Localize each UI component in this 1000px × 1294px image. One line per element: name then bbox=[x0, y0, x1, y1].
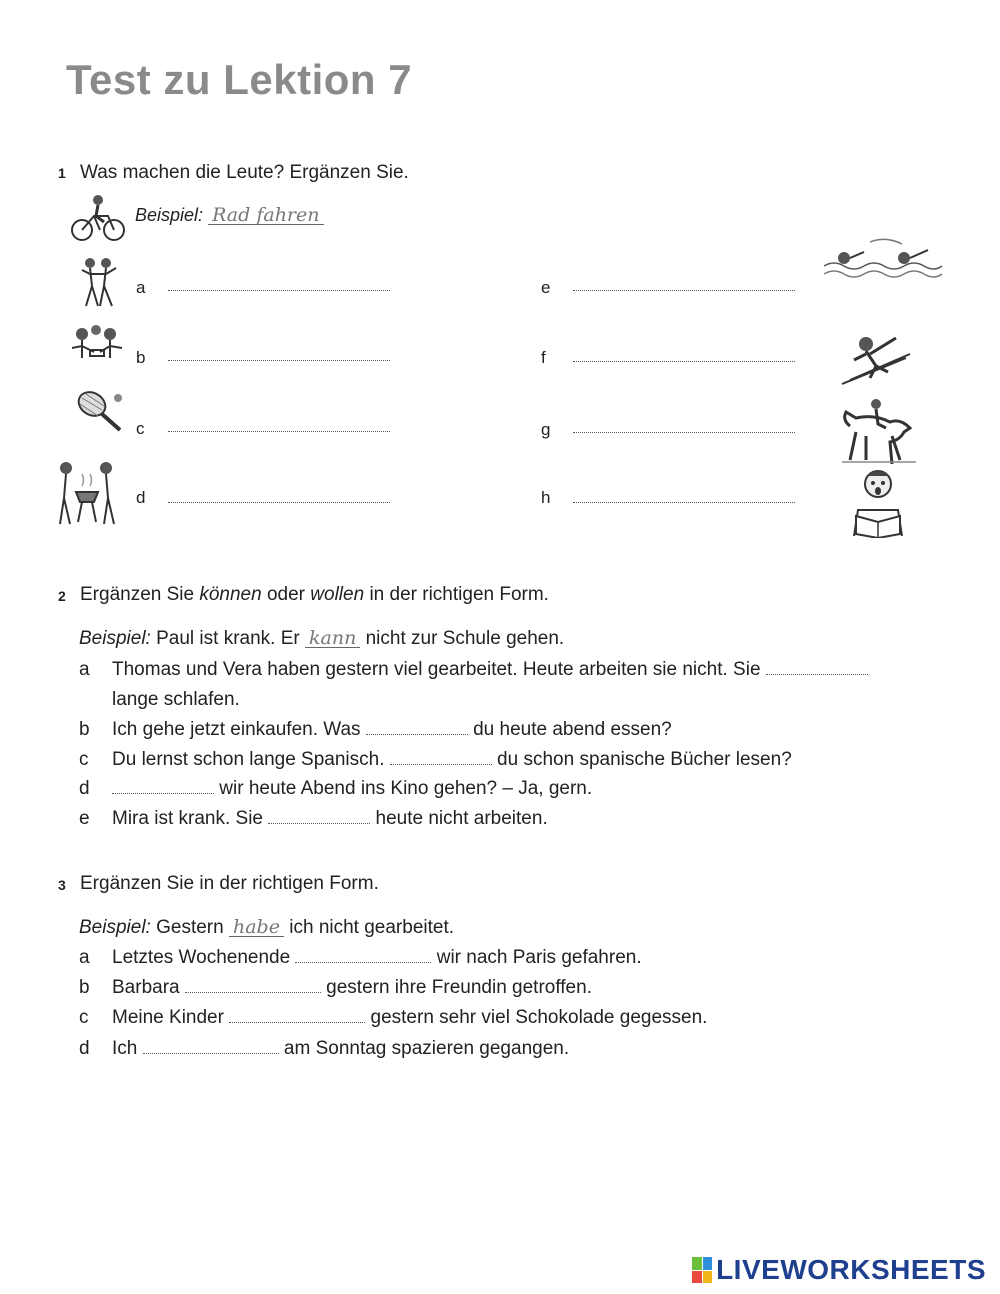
example-text: nicht zur Schule gehen. bbox=[360, 628, 565, 649]
dancing-couple-icon bbox=[76, 256, 122, 308]
example-label: Beispiel: bbox=[135, 205, 204, 225]
item-letter: d bbox=[79, 778, 90, 799]
item-text bbox=[112, 947, 642, 969]
s2-blank-b[interactable] bbox=[366, 720, 468, 735]
section-1-title: Was machen die Leute? Ergänzen Sie. bbox=[80, 162, 409, 183]
item-pre: Barbara bbox=[112, 977, 185, 998]
example-text: Gestern bbox=[150, 917, 229, 938]
example-label: Beispiel: bbox=[79, 628, 151, 649]
example-answer: habe bbox=[229, 918, 284, 937]
section-2-title bbox=[80, 584, 549, 606]
item-pre: Thomas und Vera haben gestern viel gearbeitet. Heute arbeiten sie nicht. Sie bbox=[112, 659, 766, 680]
s2-item-a bbox=[79, 659, 959, 709]
item-text bbox=[112, 719, 672, 741]
s3-blank-d[interactable] bbox=[143, 1039, 279, 1054]
cyclist-icon bbox=[68, 192, 128, 242]
liveworksheets-logo bbox=[692, 1254, 986, 1286]
title-part: oder bbox=[261, 584, 311, 605]
title-part: Ergänzen Sie bbox=[80, 584, 200, 605]
title-part: in der richtigen Form. bbox=[364, 584, 549, 605]
item-post: gestern ihre Freundin getroffen. bbox=[320, 977, 592, 998]
section-3-number: 3 bbox=[58, 877, 66, 893]
tennis-racket-icon bbox=[74, 388, 128, 436]
item-letter: a bbox=[79, 947, 90, 968]
item-letter: a bbox=[79, 659, 90, 680]
s2-blank-a[interactable] bbox=[766, 660, 868, 675]
card-players-icon bbox=[66, 324, 128, 368]
example-label: Beispiel: bbox=[79, 917, 151, 938]
section-3-title: Ergänzen Sie in der richtigen Form. bbox=[80, 873, 379, 894]
section-2-example bbox=[79, 628, 564, 650]
skier-icon bbox=[836, 330, 918, 388]
item-pre: Ich gehe jetzt einkaufen. Was bbox=[112, 719, 366, 740]
section-1-number: 1 bbox=[58, 165, 66, 181]
item-d-letter: d bbox=[136, 488, 146, 507]
item-text bbox=[112, 1038, 569, 1060]
item-continuation: lange schlafen. bbox=[112, 689, 240, 710]
item-pre: Meine Kinder bbox=[112, 1007, 230, 1028]
item-b-letter: b bbox=[136, 348, 146, 367]
item-pre: Mira ist krank. Sie bbox=[112, 808, 269, 829]
s3-blank-a[interactable] bbox=[295, 948, 431, 963]
item-pre: Letztes Wochenende bbox=[112, 947, 296, 968]
s2-blank-c[interactable] bbox=[390, 750, 492, 765]
answer-field-c[interactable] bbox=[168, 431, 390, 432]
reading-man-icon bbox=[846, 466, 910, 538]
item-letter: e bbox=[79, 808, 90, 829]
example-text: Paul ist krank. Er bbox=[150, 628, 305, 649]
item-letter: c bbox=[79, 749, 89, 770]
item-c-letter: c bbox=[136, 419, 145, 438]
s2-blank-e[interactable] bbox=[268, 809, 370, 824]
item-text bbox=[112, 659, 868, 681]
item-h-letter: h bbox=[541, 488, 551, 507]
answer-field-e[interactable] bbox=[573, 290, 795, 291]
item-post: gestern sehr viel Schokolade gegessen. bbox=[365, 1007, 708, 1028]
answer-field-h[interactable] bbox=[573, 502, 795, 503]
item-post: wir nach Paris gefahren. bbox=[431, 947, 642, 968]
item-g-letter: g bbox=[541, 420, 551, 439]
item-text bbox=[112, 1007, 707, 1029]
page-title: Test zu Lektion 7 bbox=[66, 56, 413, 103]
answer-field-f[interactable] bbox=[573, 361, 795, 362]
item-a-letter: a bbox=[136, 278, 146, 297]
section-3-example bbox=[79, 917, 454, 939]
s2-blank-d[interactable] bbox=[112, 779, 214, 794]
answer-field-a[interactable] bbox=[168, 290, 390, 291]
section-2-number: 2 bbox=[58, 588, 66, 604]
horse-rider-icon bbox=[836, 396, 922, 466]
item-text bbox=[112, 778, 592, 800]
item-post: du heute abend essen? bbox=[467, 719, 672, 740]
title-emphasis-wollen: wollen bbox=[310, 584, 365, 605]
answer-field-b[interactable] bbox=[168, 360, 390, 361]
s3-blank-b[interactable] bbox=[185, 978, 321, 993]
item-text bbox=[112, 749, 792, 771]
item-letter: c bbox=[79, 1007, 89, 1028]
item-letter: d bbox=[79, 1038, 90, 1059]
liveworksheets-logo-icon bbox=[692, 1257, 712, 1283]
answer-field-d[interactable] bbox=[168, 502, 390, 503]
item-pre: Ich bbox=[112, 1038, 143, 1059]
logo-text: LIVEWORKSHEETS bbox=[716, 1254, 986, 1285]
barbecue-icon bbox=[52, 458, 122, 528]
title-emphasis-koennen: können bbox=[199, 584, 262, 605]
item-e-letter: e bbox=[541, 278, 551, 297]
example-answer: kann bbox=[305, 629, 360, 648]
item-text bbox=[112, 977, 592, 999]
s3-blank-c[interactable] bbox=[229, 1008, 365, 1023]
item-post: du schon spanische Bücher lesen? bbox=[491, 749, 792, 770]
answer-field-g[interactable] bbox=[573, 432, 795, 433]
item-post: wir heute Abend ins Kino gehen? – Ja, gern. bbox=[214, 778, 593, 799]
item-pre: Du lernst schon lange Spanisch. bbox=[112, 749, 390, 770]
item-letter: b bbox=[79, 977, 90, 998]
swimmers-icon bbox=[820, 236, 944, 282]
item-post: am Sonntag spazieren gegangen. bbox=[278, 1038, 570, 1059]
item-text bbox=[112, 808, 548, 830]
item-post: heute nicht arbeiten. bbox=[370, 808, 548, 829]
item-f-letter: f bbox=[541, 348, 546, 367]
item-letter: b bbox=[79, 719, 90, 740]
example-answer: Rad fahren bbox=[208, 206, 323, 225]
section-1-example bbox=[135, 205, 324, 226]
example-text: ich nicht gearbeitet. bbox=[283, 917, 455, 938]
